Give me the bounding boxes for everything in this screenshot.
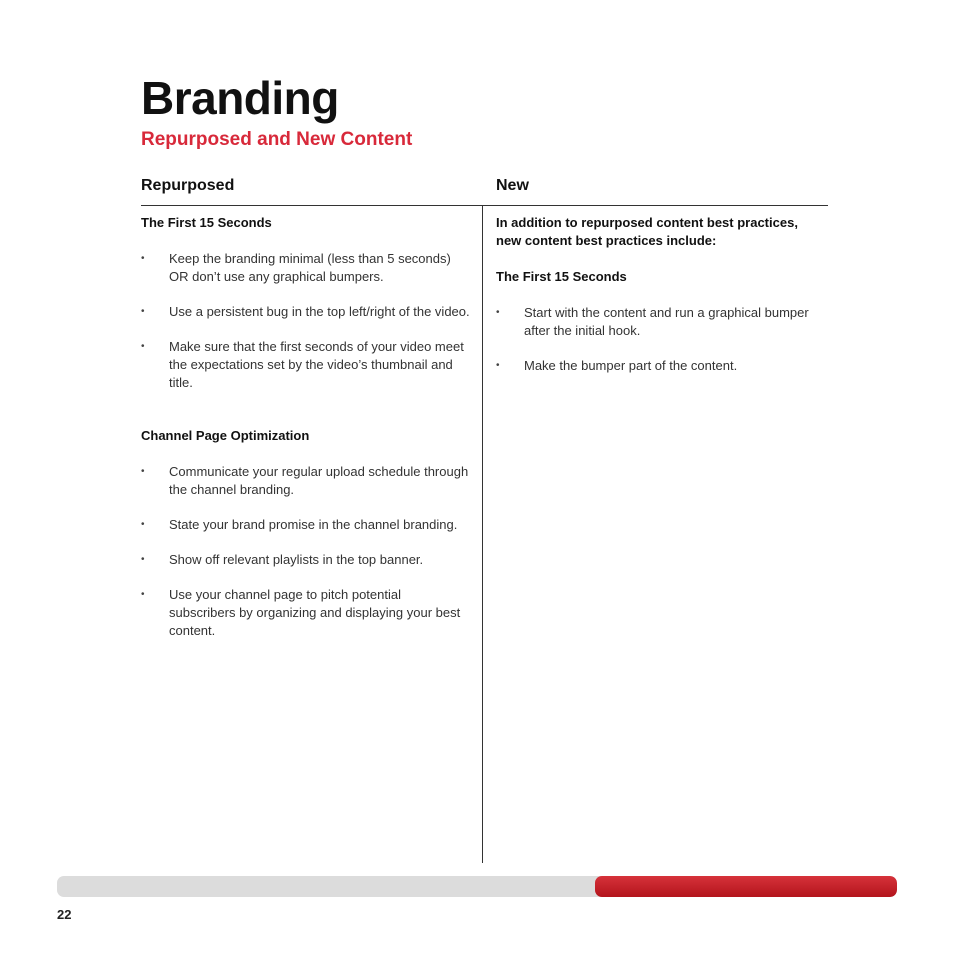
header-rule bbox=[141, 205, 828, 206]
bullet-icon: • bbox=[141, 519, 145, 530]
page-number: 22 bbox=[57, 907, 72, 922]
bullet-text: Start with the content and run a graphical bumper after the initial hook. bbox=[524, 305, 809, 338]
list-item bbox=[141, 303, 471, 321]
bullet-icon: • bbox=[141, 589, 145, 600]
bullet-icon: • bbox=[141, 253, 145, 264]
bullet-icon: • bbox=[141, 466, 145, 477]
page-title: Branding bbox=[141, 72, 339, 124]
bullet-text: Use a persistent bug in the top left/right of the video. bbox=[169, 304, 470, 319]
section-heading-channel-page-optimization: Channel Page Optimization bbox=[141, 428, 310, 443]
bullet-list bbox=[496, 304, 826, 375]
bullet-text: Communicate your regular upload schedule through the channel branding. bbox=[169, 464, 469, 497]
list-item bbox=[141, 463, 471, 499]
bullet-text: Make the bumper part of the content. bbox=[524, 358, 738, 373]
list-item bbox=[496, 304, 826, 340]
bullet-icon: • bbox=[496, 307, 500, 318]
column-header-repurposed: Repurposed bbox=[141, 177, 235, 194]
bullet-icon: • bbox=[141, 306, 145, 317]
bullet-text: Use your channel page to pitch potential subscribers by organizing and displaying your best content. bbox=[169, 587, 461, 638]
new-column bbox=[496, 214, 826, 392]
section-heading-first-15-seconds: The First 15 Seconds bbox=[141, 215, 272, 230]
page-progress-bar bbox=[57, 876, 897, 897]
column-divider bbox=[482, 205, 483, 863]
bullet-icon: • bbox=[141, 341, 145, 352]
bullet-text: Make sure that the first seconds of your video meet the expectations set by the video’s thumbnail and title. bbox=[169, 339, 464, 390]
bullet-text: Show off relevant playlists in the top banner. bbox=[169, 552, 424, 567]
bullet-list bbox=[141, 250, 471, 392]
column-header-new: New bbox=[496, 177, 529, 194]
list-item bbox=[141, 586, 471, 640]
new-content-intro: In addition to repurposed content best practices, new content best practices include: bbox=[496, 215, 798, 248]
page-progress-fill bbox=[595, 876, 897, 897]
bullet-text: State your brand promise in the channel branding. bbox=[169, 517, 458, 532]
page-subtitle: Repurposed and New Content bbox=[141, 129, 413, 150]
section-heading-first-15-seconds: The First 15 Seconds bbox=[496, 269, 627, 284]
list-item bbox=[496, 357, 826, 375]
list-item bbox=[141, 516, 471, 534]
list-item bbox=[141, 338, 471, 392]
bullet-icon: • bbox=[141, 554, 145, 565]
list-item bbox=[141, 250, 471, 286]
bullet-text: Keep the branding minimal (less than 5 seconds) OR don’t use any graphical bumpers. bbox=[169, 251, 451, 284]
list-item bbox=[141, 551, 471, 569]
bullet-list bbox=[141, 463, 471, 640]
repurposed-column bbox=[141, 214, 471, 657]
bullet-icon: • bbox=[496, 360, 500, 371]
